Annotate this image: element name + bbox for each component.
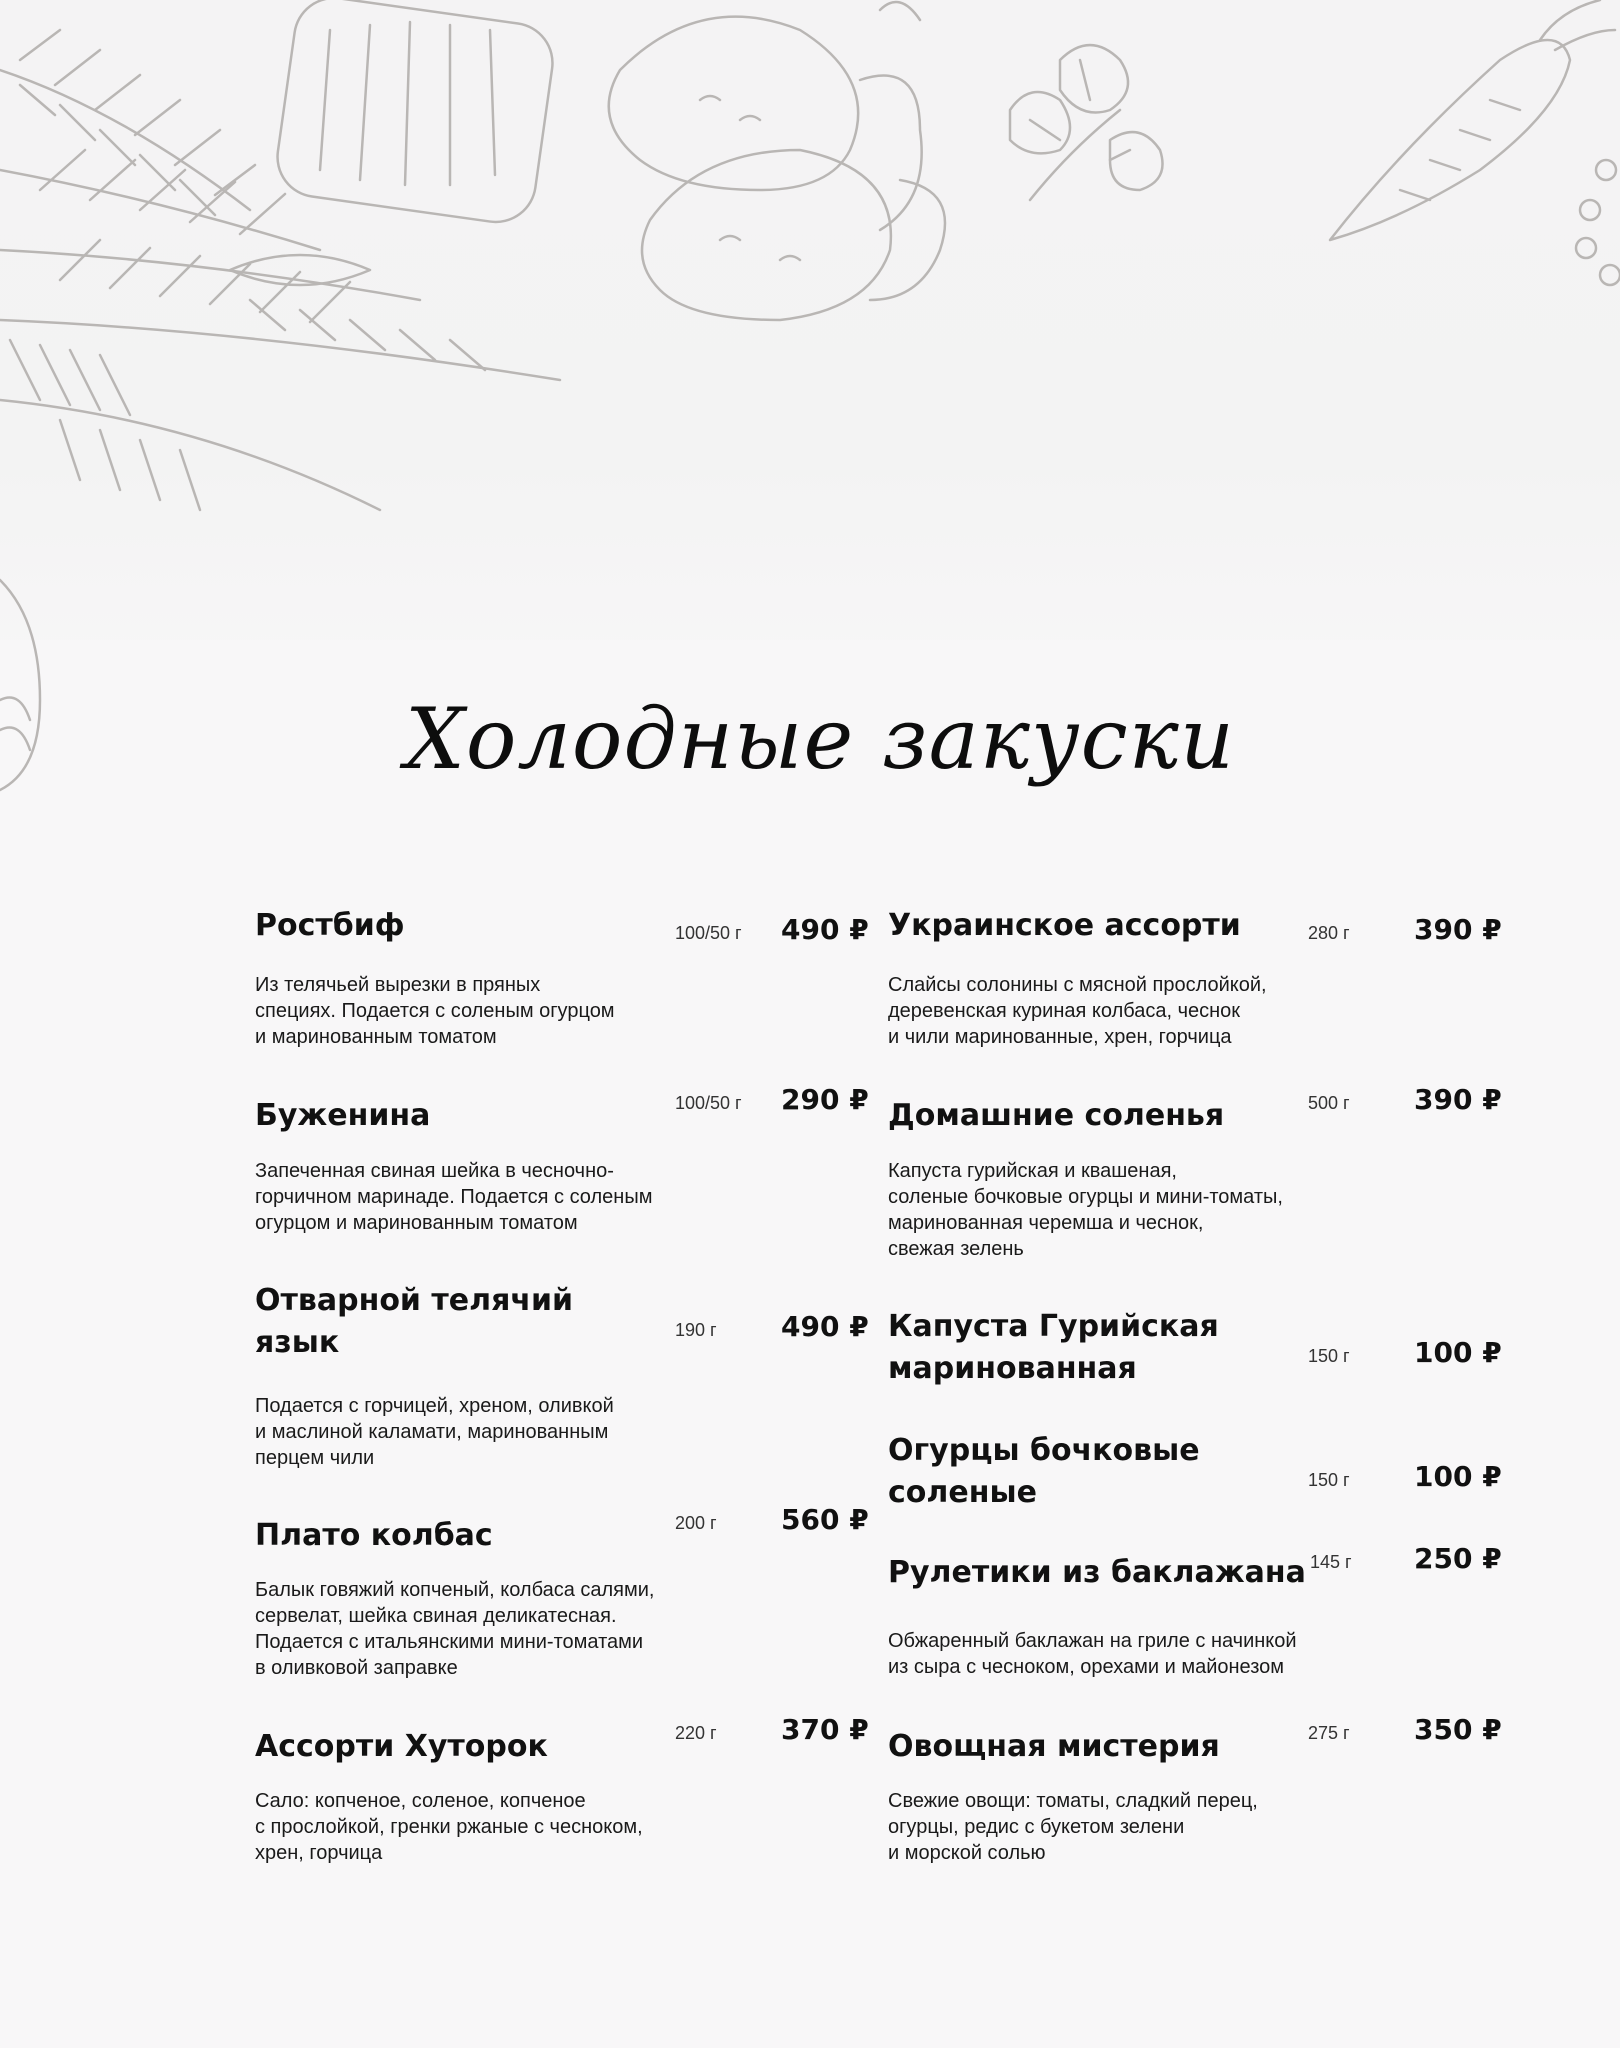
item-weight: 100/50 г [675,1093,742,1113]
item-price: 560 ₽ [781,1503,869,1536]
page-title: Холодные закуски [405,690,1235,788]
item-description: Свежие овощи: томаты, сладкий перец, огурцы, редис с букетом зелени и морской солью [888,1790,1258,1864]
item-name: Ростбиф [255,908,405,943]
bread-sketch [272,0,557,227]
item-name: Плато колбас [255,1518,493,1553]
item-price: 100 ₽ [1414,1460,1502,1493]
item-weight: 220 г [675,1723,717,1743]
item-weight: 150 г [1308,1470,1350,1490]
item-weight: 145 г [1310,1552,1352,1572]
item-description: Обжаренный баклажан на гриле с начинкой из сыра с чесноком, орехами и майонезом [888,1630,1297,1678]
item-name: Огурцы бочковые соленые [888,1433,1200,1510]
item-description: Подается с горчицей, хреном, оливкой и маслиной каламати, маринованным перцем чили [255,1395,614,1469]
item-weight: 100/50 г [675,923,742,943]
item-price: 350 ₽ [1414,1713,1502,1746]
item-name: Капуста Гурийская маринованная [888,1309,1219,1386]
item-price: 370 ₽ [781,1713,869,1746]
peas-sketch [1576,160,1620,285]
item-price: 490 ₽ [781,913,869,946]
item-description: Из телячьей вырезки в пряных специях. Подается с соленым огурцом и маринованным томатом [255,974,615,1048]
wheat-sketch [0,30,560,510]
item-price: 250 ₽ [1414,1542,1502,1575]
item-name: Украинское ассорти [888,908,1241,943]
item-price: 100 ₽ [1414,1336,1502,1369]
item-price: 390 ₽ [1414,1083,1502,1116]
item-description: Слайсы солонины с мясной прослойкой, деревенская куриная колбаса, чеснок и чили маринованные, хрен, горчица [888,974,1267,1048]
item-weight: 190 г [675,1320,717,1340]
item-name: Буженина [255,1098,431,1133]
item-weight: 150 г [1308,1346,1350,1366]
item-name: Домашние соленья [888,1098,1225,1133]
item-description: Сало: копченое, соленое, копченое с прослойкой, гренки ржаные с чесноком, хрен, горчица [255,1790,643,1864]
item-weight: 275 г [1308,1723,1350,1743]
item-description: Запеченная свиная шейка в чесночно- горчичном маринаде. Подается с соленым огурцом и маринованным томатом [255,1160,653,1234]
item-price: 390 ₽ [1414,913,1502,946]
item-weight: 500 г [1308,1093,1350,1113]
menu-panel [0,640,1620,2048]
item-price: 290 ₽ [781,1083,869,1116]
item-weight: 280 г [1308,923,1350,943]
item-name: Овощная мистерия [888,1729,1220,1764]
item-name: Рулетики из баклажана [888,1555,1306,1590]
parsley-sketch [1010,45,1163,200]
item-weight: 200 г [675,1513,717,1533]
item-name: Ассорти Хуторок [255,1729,548,1764]
item-price: 490 ₽ [781,1310,869,1343]
pepper-sketch [609,2,945,320]
carrot-sketch [1330,0,1615,240]
item-description: Капуста гурийская и квашеная, соленые бочковые огурцы и мини-томаты, маринованная черемша и чеснок, свежая зелень [888,1160,1283,1260]
item-name: Отварной телячий язык [255,1283,574,1360]
item-description: Балык говяжий копченый, колбаса салями, сервелат, шейка свиная деликатесная. Подается с итальянскими мини-томатами в оливковой заправке [255,1579,655,1679]
